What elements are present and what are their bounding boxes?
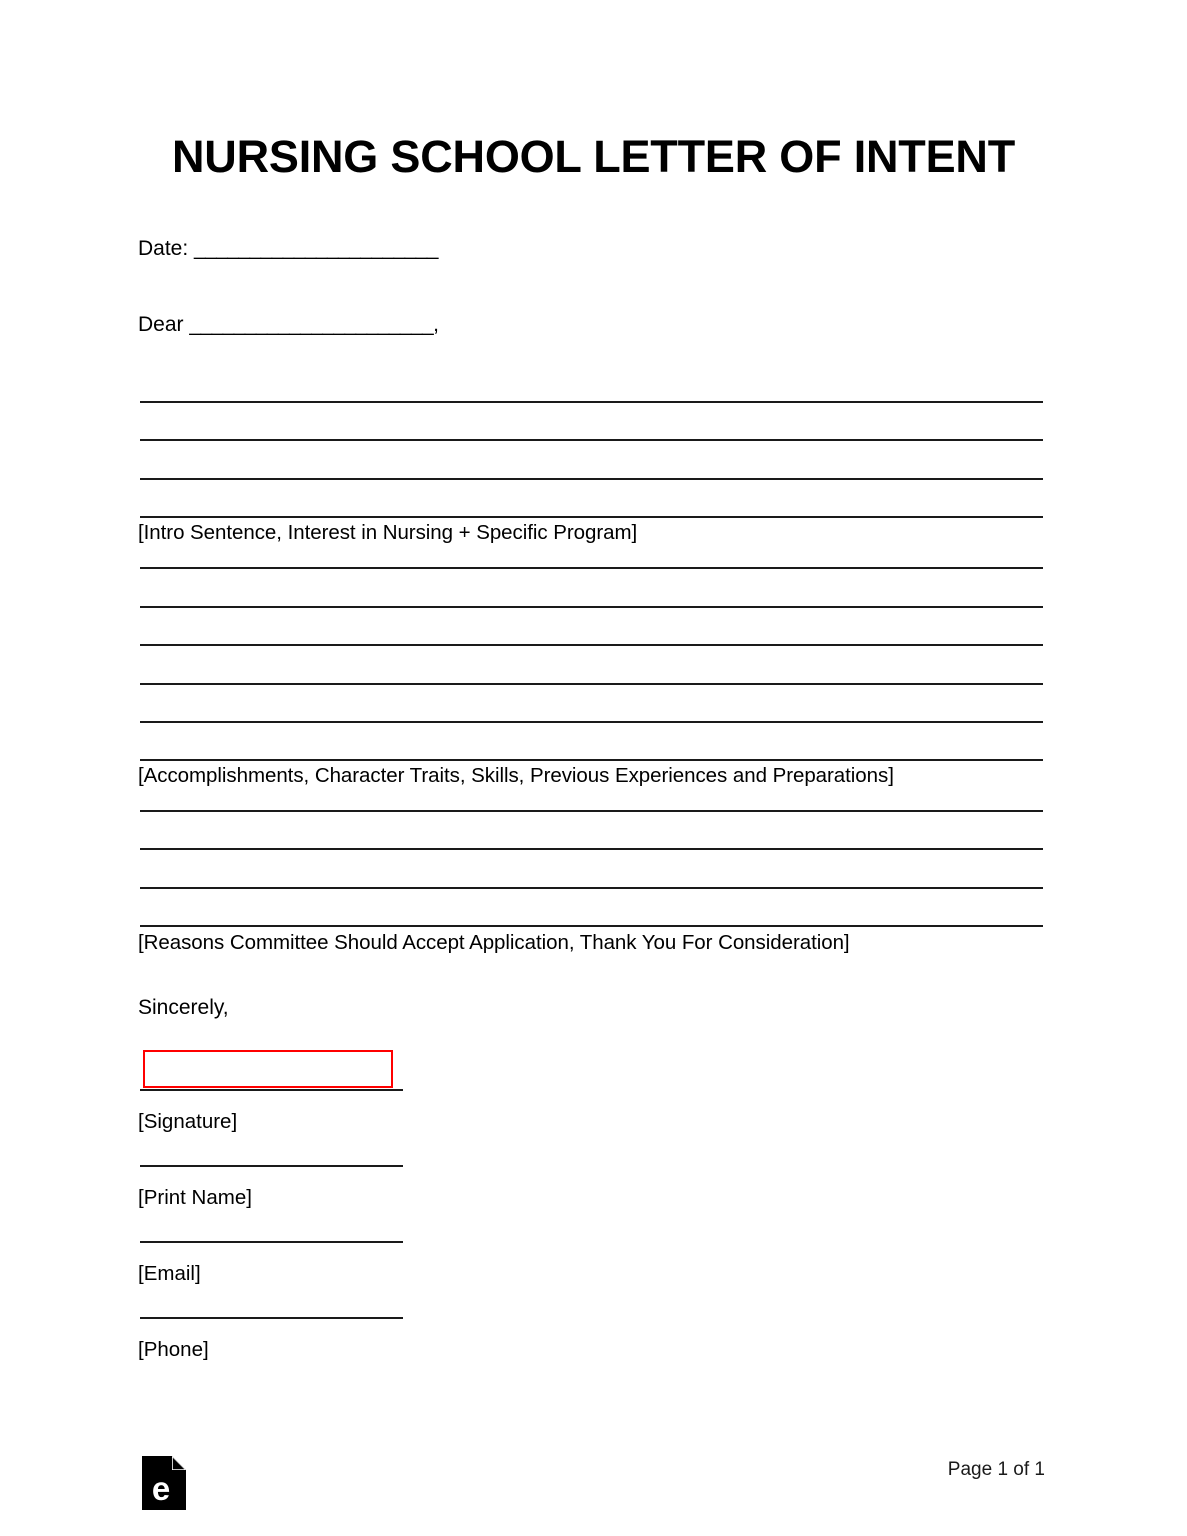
signature-line <box>140 1089 403 1091</box>
writing-line[interactable] <box>140 516 1043 518</box>
eforms-logo-icon[interactable] <box>142 1456 186 1510</box>
writing-line[interactable] <box>140 401 1043 403</box>
salutation-field-blank[interactable]: ______________________, <box>189 313 439 336</box>
page-number: Page 1 of 1 <box>947 1459 1045 1480</box>
section-caption-reasons: [Reasons Committee Should Accept Application, Thank You For Consideration] <box>138 931 850 954</box>
signature-caption: [Signature] <box>138 1110 238 1133</box>
print-name-line[interactable] <box>140 1165 403 1167</box>
email-line[interactable] <box>140 1241 403 1243</box>
writing-line[interactable] <box>140 721 1043 723</box>
eforms-logo-letter: e <box>151 1470 171 1507</box>
writing-line[interactable] <box>140 567 1043 569</box>
salutation-field-label: Dear <box>138 313 190 336</box>
writing-line[interactable] <box>140 887 1043 889</box>
writing-line[interactable] <box>140 925 1043 927</box>
writing-line[interactable] <box>140 606 1043 608</box>
date-field-blank[interactable]: ______________________ <box>194 237 438 260</box>
print-name-caption: [Print Name] <box>138 1186 252 1209</box>
phone-caption: [Phone] <box>138 1338 209 1361</box>
writing-line[interactable] <box>140 644 1043 646</box>
salutation-field-row <box>138 313 438 337</box>
writing-line[interactable] <box>140 848 1043 850</box>
signature-input[interactable] <box>143 1050 393 1088</box>
email-caption: [Email] <box>138 1262 201 1285</box>
date-field-label: Date: <box>138 237 195 260</box>
phone-line[interactable] <box>140 1317 403 1319</box>
writing-line[interactable] <box>140 439 1043 441</box>
closing-salutation: Sincerely, <box>138 996 229 1019</box>
page-title: NURSING SCHOOL LETTER OF INTENT <box>172 131 1015 182</box>
writing-line[interactable] <box>140 683 1043 685</box>
writing-line[interactable] <box>140 810 1043 812</box>
writing-line[interactable] <box>140 478 1043 480</box>
section-caption-intro: [Intro Sentence, Interest in Nursing + Specific Program] <box>138 521 638 544</box>
section-caption-accomplishments: [Accomplishments, Character Traits, Skills, Previous Experiences and Preparations] <box>138 764 894 787</box>
writing-line[interactable] <box>140 759 1043 761</box>
date-field-row <box>138 237 438 261</box>
